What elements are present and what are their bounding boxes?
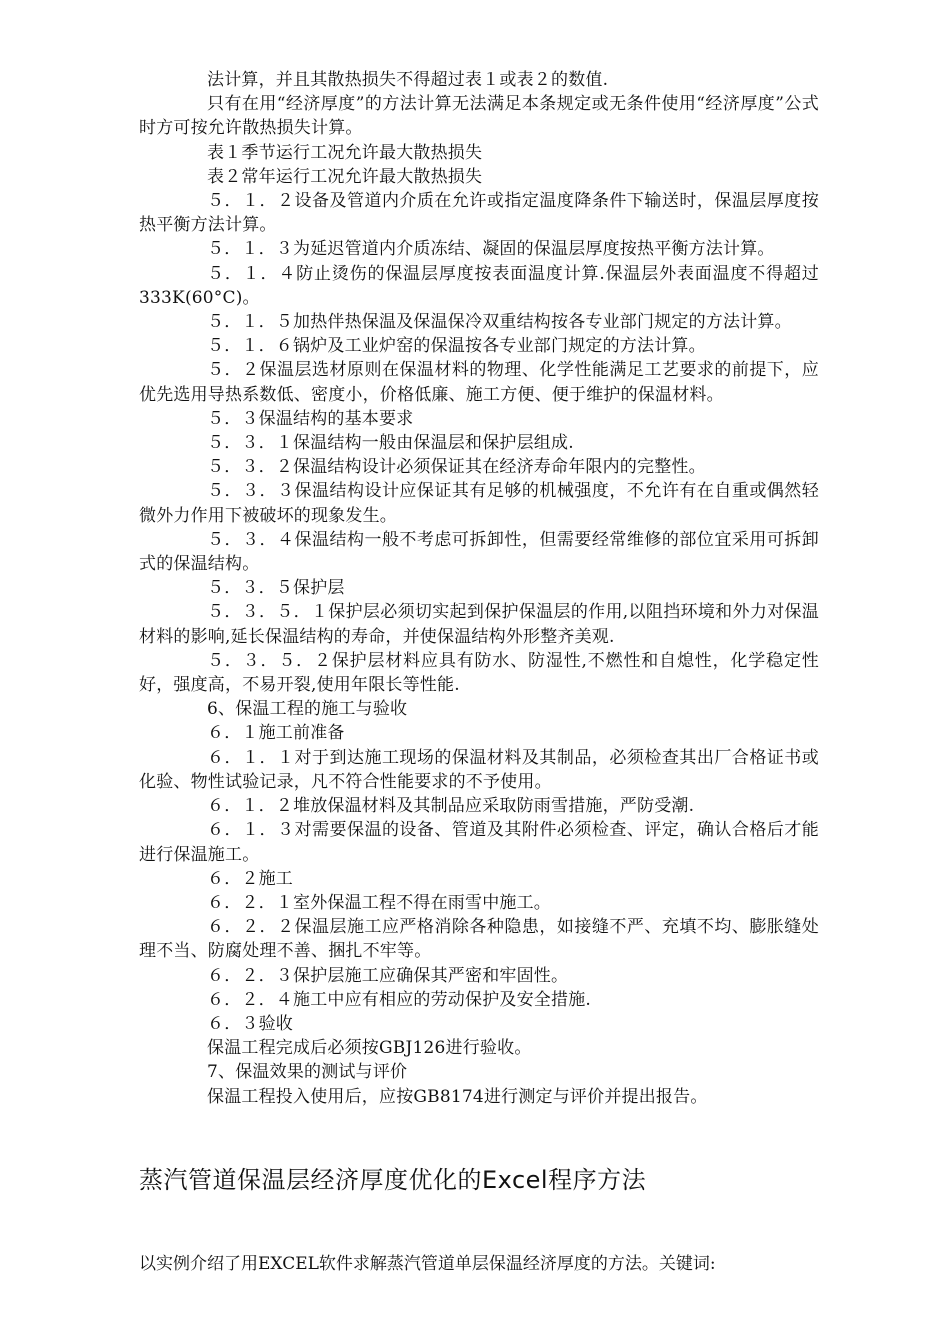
paragraph: ６．２．２保温层施工应严格消除各种隐患，如接缝不严、充填不均、膨胀缝处理不当、防腐处理不善、捆扎不牢等。 xyxy=(139,917,819,962)
article-heading: 蒸汽管道保温层经济厚度优化的Excel程序方法 xyxy=(139,1166,647,1194)
paragraph: ５．１．２设备及管道内介质在允许或指定温度降条件下输送时，保温层厚度按热平衡方法计算。 xyxy=(139,191,819,236)
paragraph: ５．３．５保护层 xyxy=(207,578,345,599)
paragraph: ５．１．５加热伴热保温及保温保冷双重结构按各专业部门规定的方法计算。 xyxy=(207,312,792,333)
paragraph: 6、保温工程的施工与验收 xyxy=(207,699,408,720)
paragraph: ６．１．１对于到达施工现场的保温材料及其制品，必须检查其出厂合格证书或化验、物性试验记录，凡不符合性能要求的不予使用。 xyxy=(139,747,819,792)
paragraph: ６．２．３保护层施工应确保其严密和牢固性。 xyxy=(207,965,569,986)
paragraph: 表１季节运行工况允许最大散热损失 xyxy=(207,142,483,163)
paragraph: ５．３．５．１保护层必须切实起到保护保温层的作用,以阻挡环境和外力对保温材料的影响,延长保温结构的寿命，并使保温结构外形整齐美观. xyxy=(139,602,819,647)
paragraph: ５．３．１保温结构一般由保温层和保护层组成. xyxy=(207,433,574,454)
body-text xyxy=(139,68,819,1109)
paragraph: ６．１．３对需要保温的设备、管道及其附件必须检查、评定，确认合格后才能进行保温施工。 xyxy=(139,820,819,865)
paragraph: ５．３．５．２保护层材料应具有防水、防湿性,不燃性和自熄性，化学稳定性好，强度高，不易开裂,使用年限长等性能. xyxy=(139,650,819,696)
paragraph: 保温工程完成后必须按GBJ126进行验收。 xyxy=(207,1038,532,1059)
paragraph: ５．２保温层选材原则在保温材料的物理、化学性能满足工艺要求的前提下，应优先选用导热系数低、密度小，价格低廉、施工方便、便于维护的保温材料。 xyxy=(139,360,819,405)
paragraph: ５．３．３保温结构设计应保证其有足够的机械强度，不允许有在自重或偶然轻微外力作用下被破坏的现象发生。 xyxy=(139,481,819,526)
paragraph: ５．３．２保温结构设计必须保证其在经济寿命年限内的完整性。 xyxy=(207,457,706,478)
paragraph: 7、保温效果的测试与评价 xyxy=(207,1062,408,1083)
paragraph: ５．３．４保温结构一般不考虑可拆卸性，但需要经常维修的部位宜采用可拆卸式的保温结构。 xyxy=(139,529,819,575)
paragraph: ６．１．２堆放保温材料及其制品应采取防雨雪措施，严防受潮. xyxy=(207,796,695,817)
paragraph: ６．３验收 xyxy=(207,1013,293,1034)
paragraph: ５．３保温结构的基本要求 xyxy=(207,408,414,429)
paragraph: ５．１．４防止烫伤的保温层厚度按表面温度计算.保温层外表面温度不得超过333K(60°C)。 xyxy=(139,263,819,308)
paragraph: ６．１施工前准备 xyxy=(207,723,345,744)
paragraph: 表２常年运行工况允许最大散热损失 xyxy=(207,166,483,187)
paragraph: ６．２．４施工中应有相应的劳动保护及安全措施. xyxy=(207,989,592,1010)
paragraph: ５．１．３为延迟管道内介质冻结、凝固的保温层厚度按热平衡方法计算。 xyxy=(207,239,775,260)
paragraph: 只有在用“经济厚度”的方法计算无法满足本条规定或无条件使用“经济厚度”公式时方可按允许散热损失计算。 xyxy=(139,94,819,139)
paragraph: ５．１．６锅炉及工业炉窑的保温按各专业部门规定的方法计算。 xyxy=(207,336,706,357)
paragraph: 保温工程投入使用后，应按GB8174进行测定与评价并提出报告。 xyxy=(207,1086,708,1107)
paragraph: ６．２．１室外保温工程不得在雨雪中施工。 xyxy=(207,892,551,913)
abstract-text: 以实例介绍了用EXCEL软件求解蒸汽管道单层保温经济厚度的方法。关键词: xyxy=(139,1254,716,1274)
paragraph: 法计算，并且其散热损失不得超过表１或表２的数值. xyxy=(207,70,609,90)
paragraph: ６．２施工 xyxy=(207,868,293,889)
